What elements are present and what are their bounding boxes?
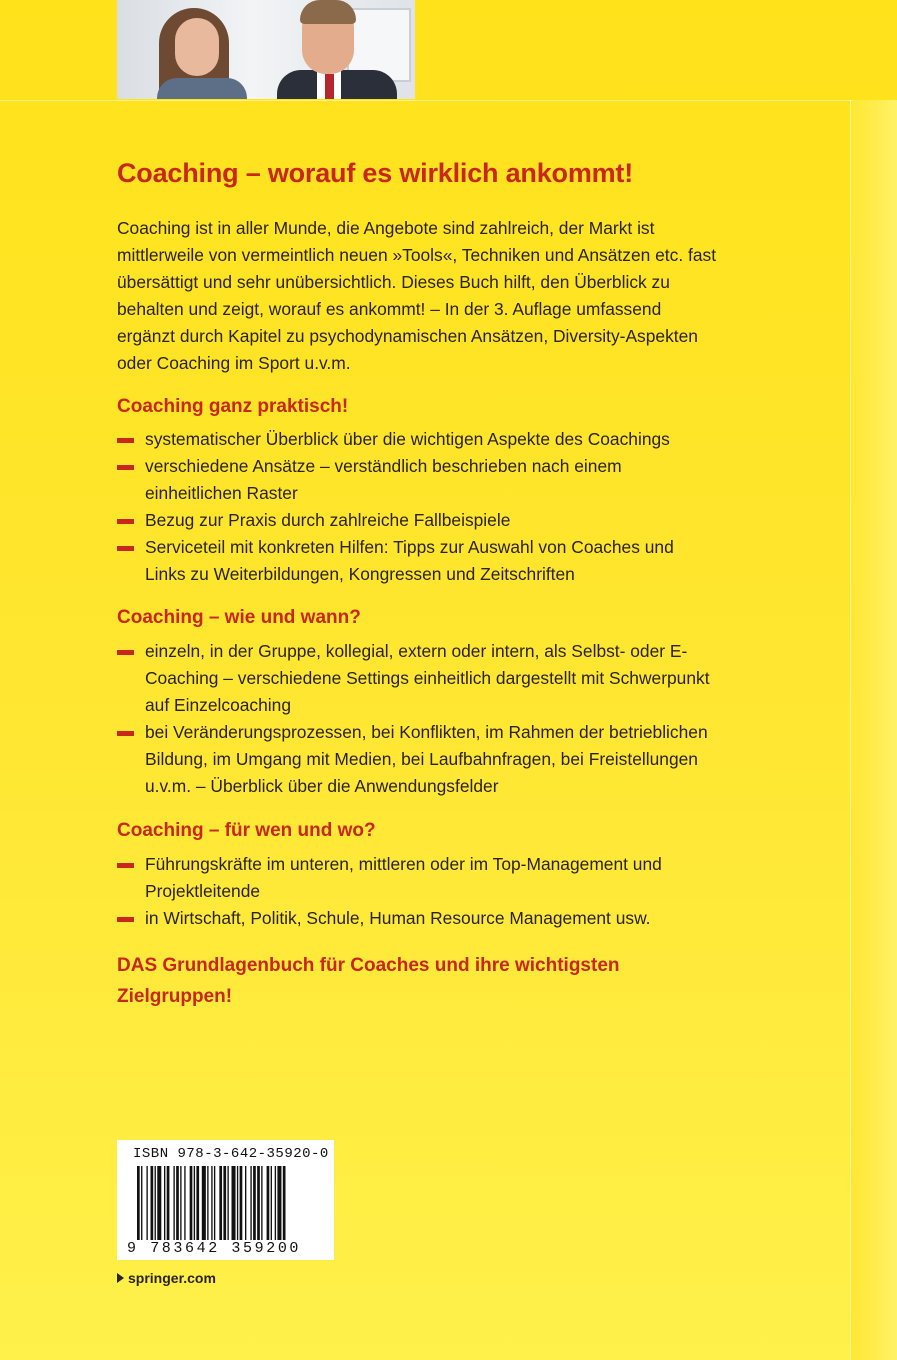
- photo-man-hair: [300, 0, 356, 24]
- isbn-barcode: [117, 1140, 334, 1260]
- publisher-label: springer.com: [128, 1270, 216, 1286]
- list-item-text: Bezug zur Praxis durch zahlreiche Fallbeispiele: [145, 510, 511, 530]
- barcode-bar: [245, 1166, 246, 1240]
- list-item: [117, 638, 717, 719]
- publisher-link[interactable]: [117, 1270, 216, 1286]
- top-divider: [0, 100, 852, 101]
- list-item-text: systematischer Überblick über die wichtigen Aspekte des Coachings: [145, 429, 670, 449]
- list-item-text: verschiedene Ansätze – verständlich beschrieben nach einem einheitlichen Raster: [145, 456, 622, 503]
- section-heading-wie-wann: Coaching – wie und wann?: [117, 607, 361, 628]
- dash-bullet-icon: [117, 650, 134, 655]
- barcode-bar: [190, 1166, 193, 1240]
- barcode-bar: [227, 1166, 228, 1240]
- section-heading-praktisch: Coaching ganz praktisch!: [117, 396, 349, 417]
- barcode-bar: [164, 1166, 165, 1240]
- list-item: [117, 851, 717, 905]
- barcode-bar: [194, 1166, 195, 1240]
- list-item-text: einzeln, in der Gruppe, kollegial, extern oder intern, als Selbst- oder E-Coaching – verschiedene Settings einheitlich dargestellt mit Schwerpunkt auf Einzelcoaching: [145, 641, 710, 715]
- barcode-bar: [167, 1166, 170, 1240]
- barcode-bar: [250, 1166, 251, 1240]
- barcode-bar: [176, 1166, 179, 1240]
- list-item: [117, 905, 717, 932]
- barcode-bar: [277, 1166, 281, 1240]
- barcode-bar: [207, 1166, 208, 1240]
- list-wie-wann: [117, 638, 717, 800]
- barcode-bar: [232, 1166, 236, 1240]
- barcode-digits: 9 783642 359200: [127, 1240, 302, 1257]
- list-item: [117, 507, 717, 534]
- dash-bullet-icon: [117, 731, 134, 736]
- dash-bullet-icon: [117, 438, 134, 443]
- barcode-bar: [261, 1166, 262, 1240]
- barcode-bar: [223, 1166, 226, 1240]
- page-title: Coaching – worauf es wirklich ankommt!: [117, 158, 634, 188]
- barcode-bar: [237, 1166, 238, 1240]
- barcode-bar: [173, 1166, 174, 1240]
- barcode-bar: [137, 1166, 140, 1240]
- barcode-bar: [184, 1166, 185, 1240]
- list-item: [117, 534, 717, 588]
- barcode-bar: [155, 1166, 156, 1240]
- barcode-bar: [202, 1166, 206, 1240]
- barcode-bar: [271, 1166, 272, 1240]
- barcode-bar: [267, 1166, 270, 1240]
- cover-edge-highlight: [850, 100, 897, 1360]
- list-item: [117, 426, 717, 453]
- barcode-bar: [275, 1166, 276, 1240]
- dash-bullet-icon: [117, 519, 134, 524]
- list-item-text: Serviceteil mit konkreten Hilfen: Tipps zur Auswahl von Coaches und Links zu Weiterbildungen, Kongressen und Zeitschriften: [145, 537, 674, 584]
- closing-statement: DAS Grundlagenbuch für Coaches und ihre wichtigsten Zielgruppen!: [117, 955, 620, 1007]
- photo-woman-body: [157, 78, 247, 99]
- cover-photo: [117, 0, 415, 99]
- dash-bullet-icon: [117, 917, 134, 922]
- barcode-bar: [146, 1166, 147, 1240]
- barcode-bar: [257, 1166, 260, 1240]
- section-heading-wen-wo: Coaching – für wen und wo?: [117, 820, 376, 841]
- list-item-text: in Wirtschaft, Politik, Schule, Human Resource Management usw.: [145, 908, 651, 928]
- barcode-bar: [240, 1166, 243, 1240]
- list-item-text: Führungskräfte im unteren, mittleren oder im Top-Management und Projektleitende: [145, 854, 662, 901]
- barcode-bars: [137, 1166, 327, 1240]
- dash-bullet-icon: [117, 863, 134, 868]
- barcode-bar: [219, 1166, 222, 1240]
- barcode-bar: [151, 1166, 154, 1240]
- barcode-bar: [180, 1166, 181, 1240]
- dash-bullet-icon: [117, 546, 134, 551]
- barcode-bar: [157, 1166, 161, 1240]
- barcode-bar: [196, 1166, 199, 1240]
- barcode-bar: [253, 1166, 256, 1240]
- list-wen-wo: [117, 851, 717, 932]
- barcode-bar: [211, 1166, 212, 1240]
- barcode-bar: [214, 1166, 215, 1240]
- list-praktisch: [117, 426, 717, 588]
- photo-man-tie: [325, 74, 334, 99]
- barcode-bar: [141, 1166, 142, 1240]
- intro-paragraph: Coaching ist in aller Munde, die Angebote sind zahlreich, der Markt ist mittlerweile von vermeintlich neuen »Tools«, Techniken und Ansätzen etc. fast übersättigt und sehr unübersichtlich. Dieses Buch hilft, den Überblick zu behalten und zeigt, worauf es ankommt! – In der 3. Auflage umfassend ergänzt durch Kapitel zu psychodynamischen Ansätzen, Diversity-Aspekten oder Coaching im Sport u.v.m.: [117, 218, 717, 373]
- dash-bullet-icon: [117, 465, 134, 470]
- photo-woman-face: [175, 18, 219, 76]
- arrow-right-icon: [117, 1273, 124, 1283]
- list-item-text: bei Veränderungsprozessen, bei Konflikten, im Rahmen der betrieblichen Bildung, im Umgang mit Medien, bei Laufbahnfragen, bei Freistellungen u.v.m. – Überblick über die Anwendungsfelder: [145, 722, 708, 796]
- barcode-bar: [283, 1166, 286, 1240]
- isbn-label: ISBN 978-3-642-35920-0: [133, 1146, 329, 1162]
- list-item: [117, 719, 717, 800]
- list-item: [117, 453, 717, 507]
